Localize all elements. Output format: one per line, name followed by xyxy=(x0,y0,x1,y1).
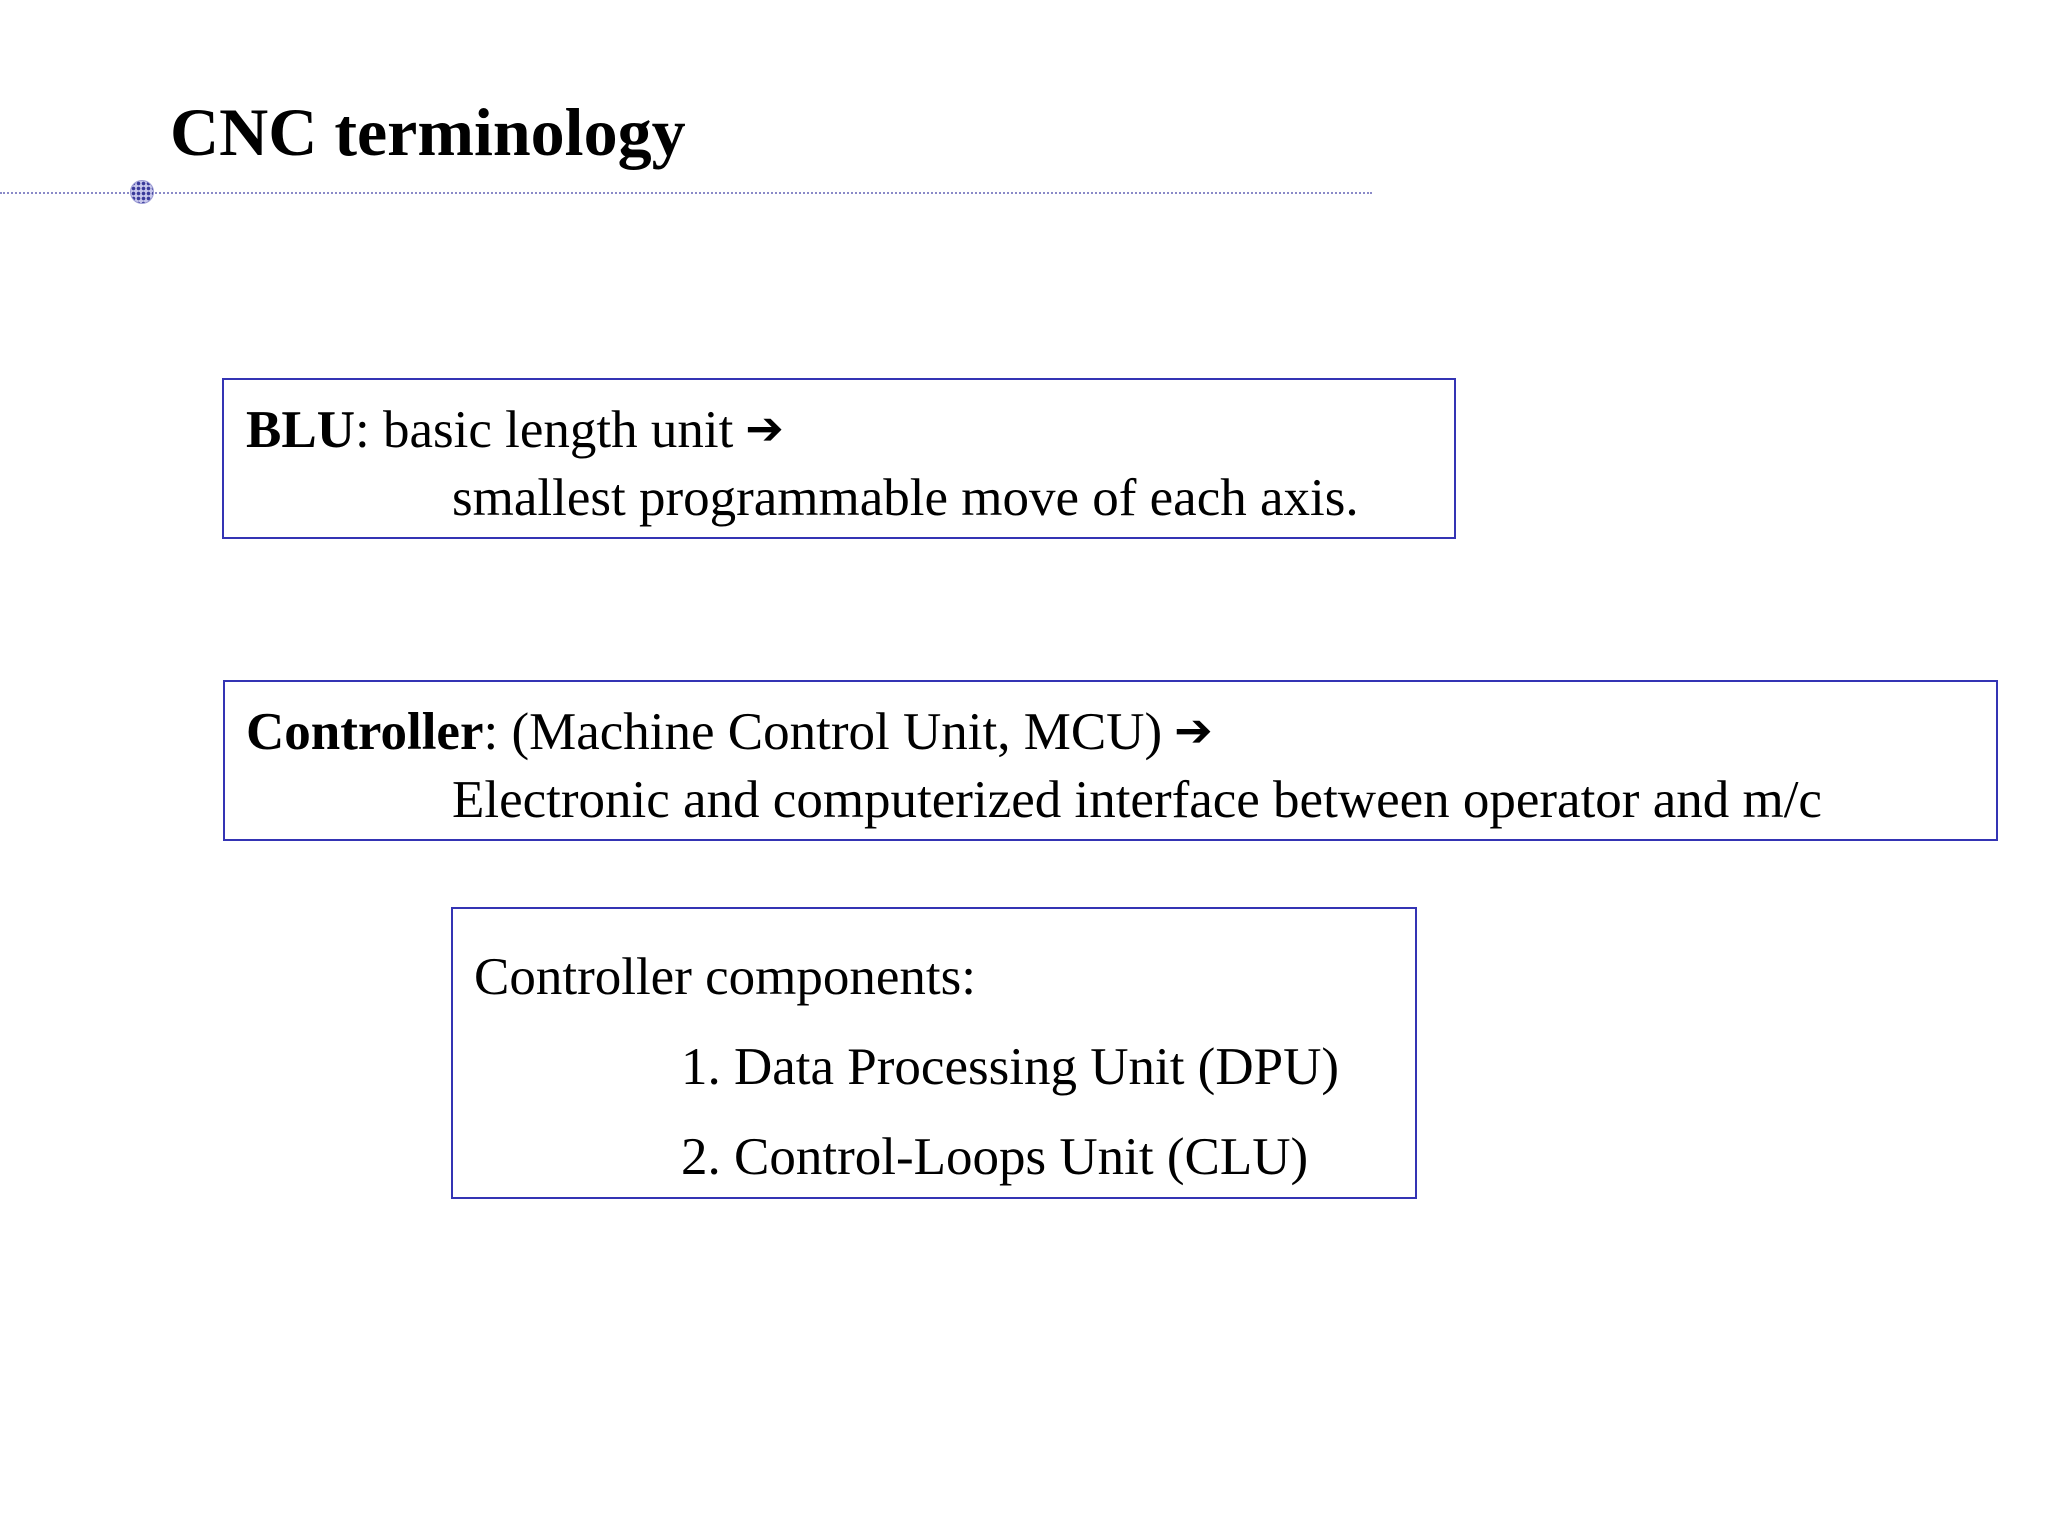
list-item: 2. Control-Loops Unit (CLU) xyxy=(681,1128,1309,1186)
components-heading: Controller components: xyxy=(474,948,976,1006)
controller-components-box xyxy=(451,907,1417,1199)
controller-term: Controller xyxy=(246,703,484,761)
heavy-right-arrow-icon: ➔ xyxy=(1174,703,1213,757)
controller-lead-text: (Machine Control Unit, MCU) xyxy=(498,703,1163,761)
list-item: 1. Data Processing Unit (DPU) xyxy=(681,1038,1339,1096)
page-title: CNC terminology xyxy=(170,94,686,170)
title-divider xyxy=(0,192,1372,194)
blu-term-line xyxy=(246,400,784,461)
heavy-right-arrow-icon: ➔ xyxy=(745,401,784,455)
blu-definition-text: smallest programmable move of each axis. xyxy=(452,469,1359,527)
controller-definition-text: Electronic and computerized interface between operator and m/c xyxy=(452,771,1822,829)
blu-separator: : xyxy=(354,401,370,459)
controller-definition-box xyxy=(223,680,1998,841)
blu-lead-text: basic length unit xyxy=(369,401,734,459)
blu-definition-box xyxy=(222,378,1456,539)
controller-separator: : xyxy=(483,703,499,761)
blu-term: BLU xyxy=(246,401,355,459)
dotted-disc-icon xyxy=(130,180,154,204)
controller-term-line xyxy=(246,702,1213,763)
